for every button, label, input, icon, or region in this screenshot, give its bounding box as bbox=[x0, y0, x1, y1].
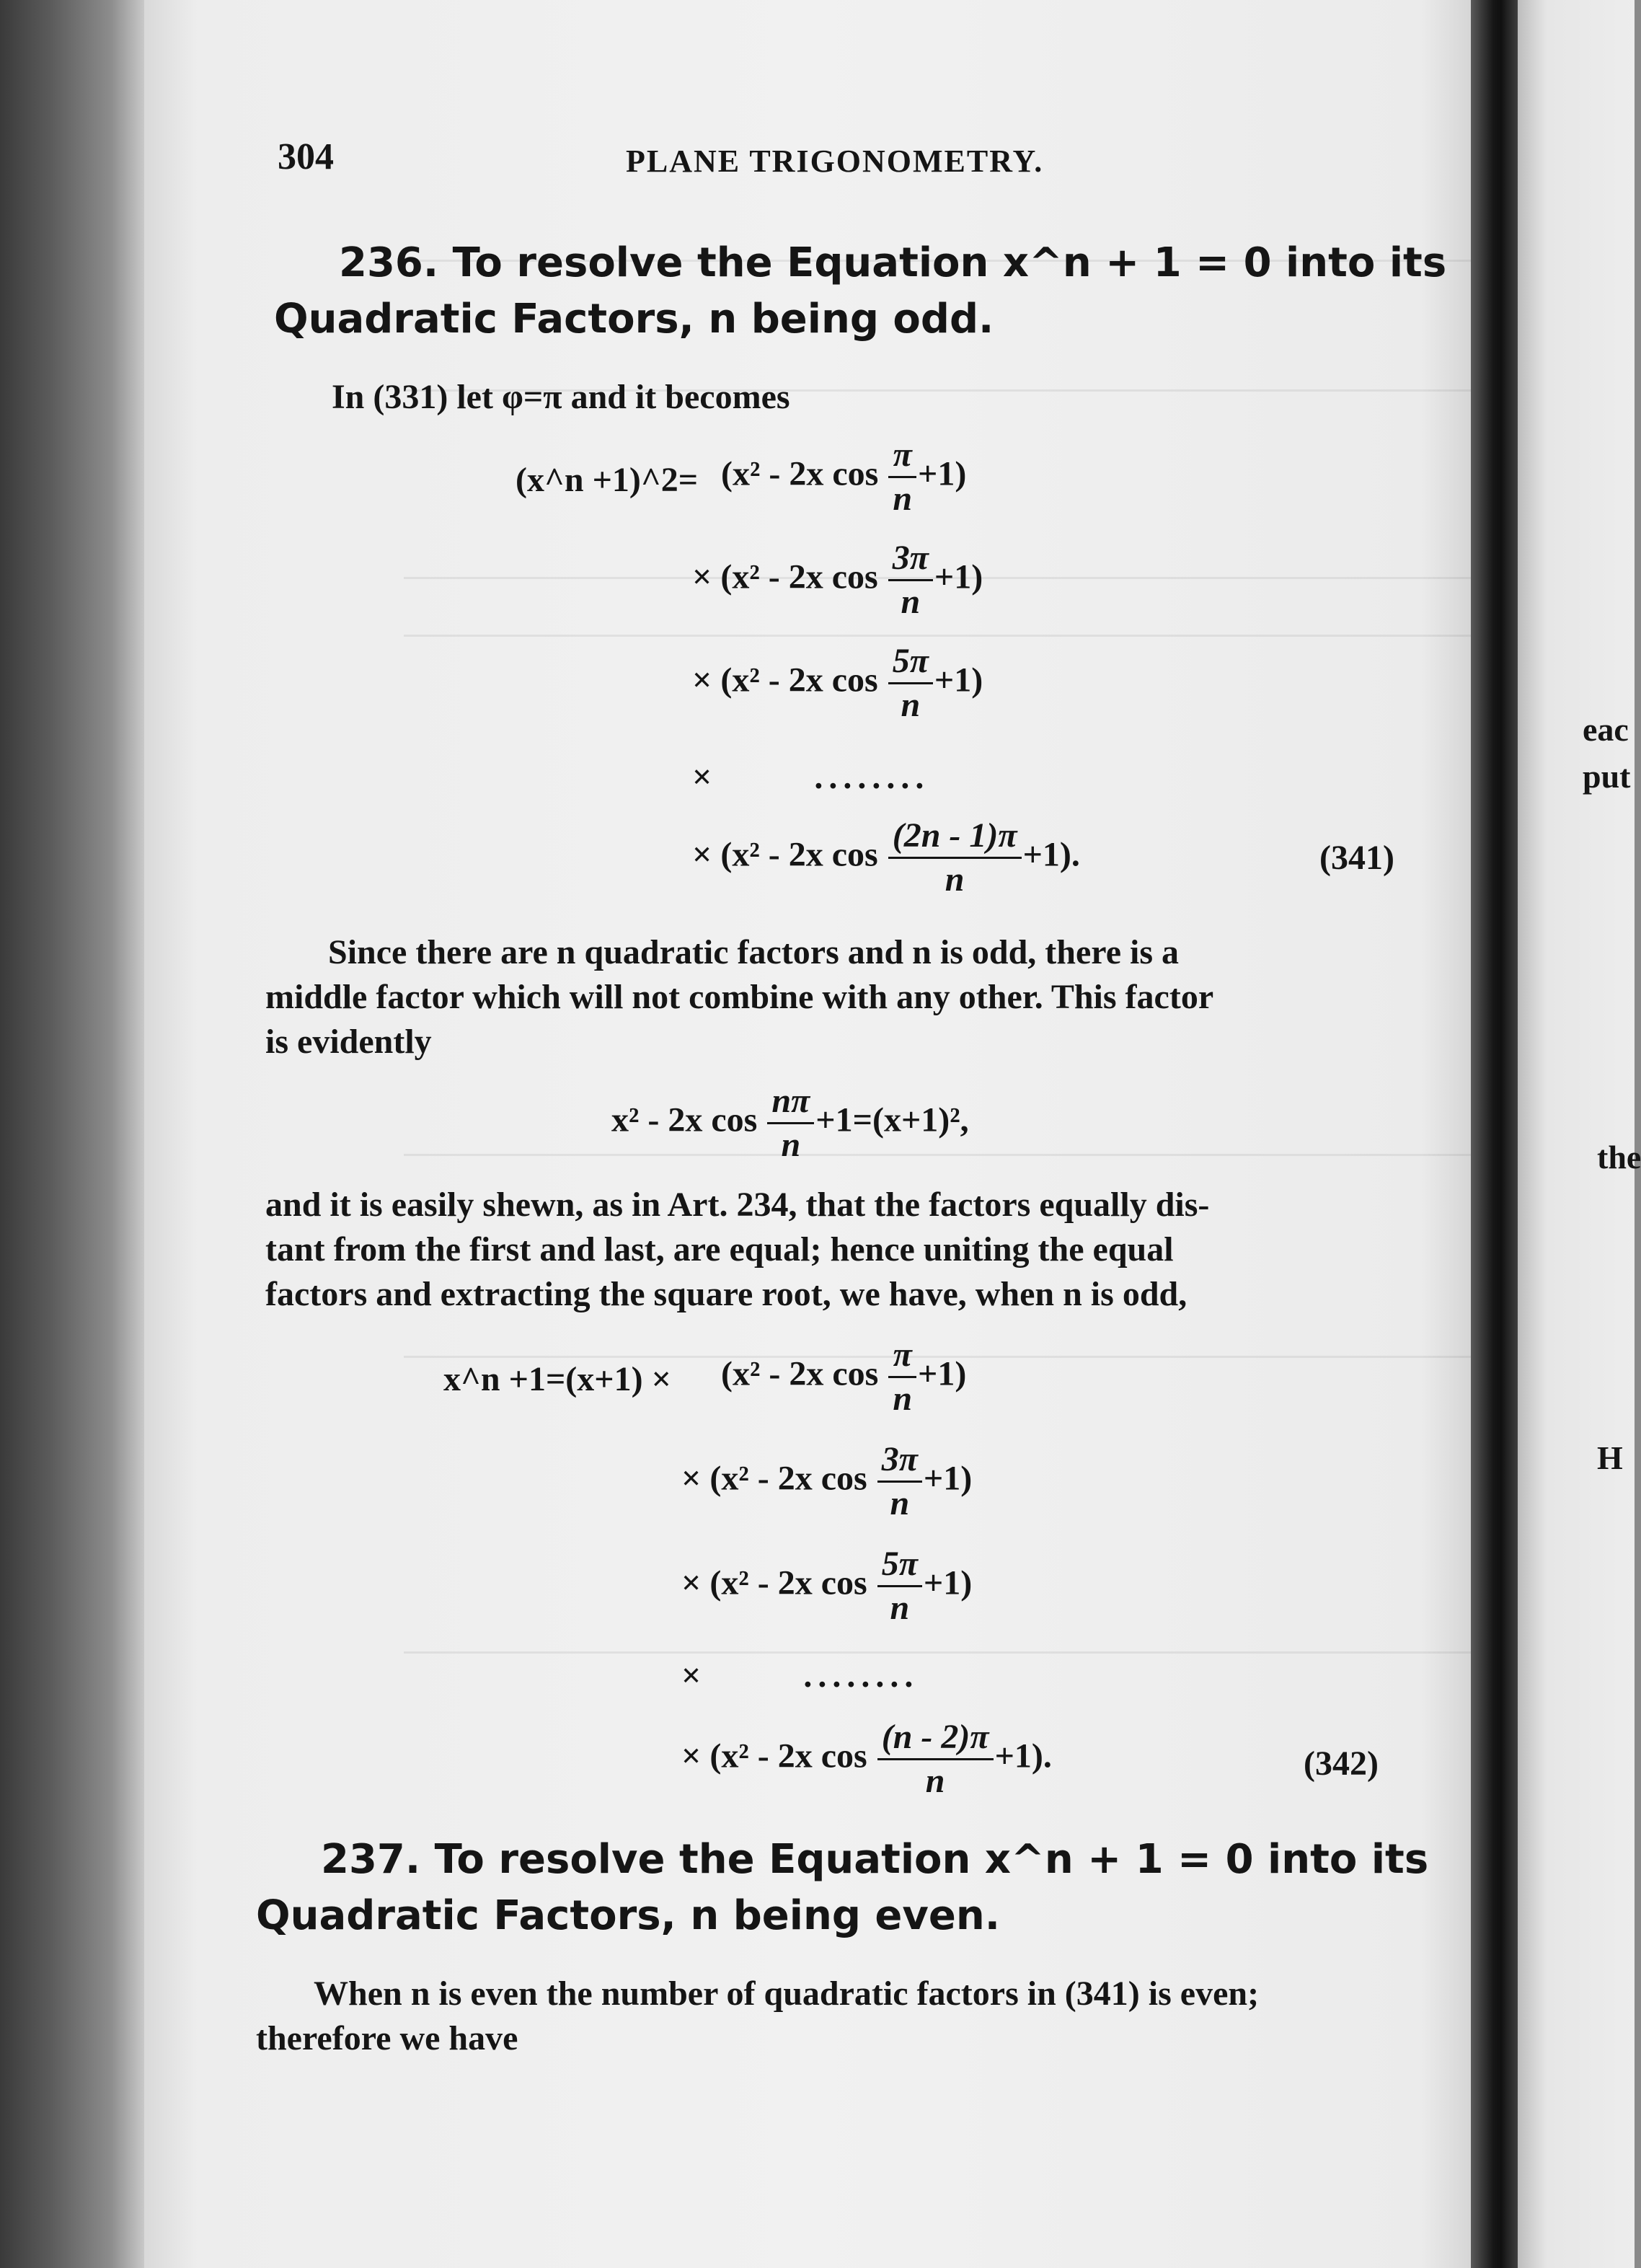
middle-factor-row bbox=[611, 1080, 969, 1166]
equation-row bbox=[721, 434, 966, 520]
ellipsis: ........ bbox=[814, 758, 930, 796]
times-sign: × bbox=[692, 758, 721, 796]
fraction-denominator: n bbox=[888, 579, 933, 623]
section-237-heading-line1: 237. To resolve the Equation x^n + 1 = 0 into its bbox=[321, 1836, 1429, 1883]
equation-row bbox=[681, 1716, 1052, 1802]
times-sign: × bbox=[681, 1563, 710, 1602]
factor-text: (x² - 2x cos bbox=[709, 1737, 876, 1775]
paragraph-line: and it is easily shewn, as in Art. 234, that the factors equally dis- bbox=[265, 1186, 1210, 1224]
fraction bbox=[877, 1716, 994, 1802]
fraction-denominator: n bbox=[767, 1122, 814, 1166]
section-236-heading-line2: Quadratic Factors, n being odd. bbox=[274, 296, 994, 343]
fraction-denominator: n bbox=[877, 1481, 922, 1524]
equation-row bbox=[721, 1334, 966, 1420]
factor-tail: +1) bbox=[934, 557, 983, 596]
equation-row bbox=[681, 1656, 919, 1695]
fraction-numerator: (2n - 1)π bbox=[892, 816, 1017, 855]
bleed-line bbox=[404, 1651, 1529, 1654]
factor-tail: +1) bbox=[918, 454, 967, 493]
fraction-denominator: n bbox=[888, 857, 1022, 901]
section-236-heading-line1: 236. To resolve the Equation x^n + 1 = 0 into its bbox=[339, 239, 1447, 286]
fraction-numerator: 5π bbox=[892, 642, 929, 680]
times-sign: × bbox=[681, 1459, 710, 1498]
fraction bbox=[877, 1543, 922, 1629]
fraction bbox=[888, 1334, 916, 1420]
paragraph-line: tant from the first and last, are equal; hence uniting the equal bbox=[265, 1230, 1174, 1268]
times-sign: × bbox=[692, 661, 721, 700]
paragraph-line: When n is even the number of quadratic factors in (341) is even; bbox=[314, 1974, 1260, 2013]
equation-row bbox=[692, 537, 983, 623]
fraction bbox=[877, 1439, 922, 1524]
times-sign: × bbox=[692, 557, 721, 596]
factor-tail: +1) bbox=[923, 1563, 973, 1602]
fraction-denominator: n bbox=[888, 682, 933, 726]
equation-row bbox=[692, 815, 1080, 901]
fraction-numerator: π bbox=[893, 436, 912, 474]
paragraph-line: Since there are n quadratic factors and n is odd, there is a bbox=[328, 933, 1180, 971]
page-gutter bbox=[1471, 0, 1521, 2268]
fraction-denominator: n bbox=[877, 1585, 922, 1629]
times-sign: × bbox=[681, 1656, 710, 1695]
fraction-denominator: n bbox=[877, 1758, 994, 1802]
fraction bbox=[888, 815, 1022, 901]
equation-row bbox=[692, 757, 929, 797]
fraction-denominator: n bbox=[888, 1376, 916, 1420]
paragraph-line: is evidently bbox=[265, 1023, 432, 1061]
equation-number: (342) bbox=[1304, 1744, 1379, 1783]
equation-lhs: x^n +1=(x+1) × bbox=[443, 1360, 671, 1398]
running-title: PLANE TRIGONOMETRY. bbox=[626, 144, 1044, 179]
ellipsis: ........ bbox=[803, 1656, 919, 1695]
paragraph-line: middle factor which will not combine with any other. This factor bbox=[265, 978, 1214, 1016]
factor-text: (x² - 2x cos bbox=[721, 1354, 888, 1393]
factor-text: (x² - 2x cos bbox=[709, 1563, 876, 1602]
book-binding bbox=[0, 0, 148, 2268]
fraction-numerator: 3π bbox=[881, 1440, 918, 1478]
fraction-numerator: π bbox=[893, 1336, 912, 1374]
factor-text: (x² - 2x cos bbox=[709, 1459, 876, 1498]
fraction-numerator: nπ bbox=[771, 1082, 810, 1120]
factor-tail: +1). bbox=[1022, 835, 1080, 874]
paragraph-line: therefore we have bbox=[256, 2019, 518, 2057]
factor-text: x² - 2x cos bbox=[611, 1100, 766, 1139]
equation-row bbox=[681, 1543, 972, 1629]
facing-fragment: the bbox=[1597, 1139, 1641, 1175]
facing-page bbox=[1518, 0, 1641, 2268]
factor-text: (x² - 2x cos bbox=[720, 835, 887, 874]
factor-tail: +1) bbox=[918, 1354, 967, 1393]
section-237-heading-line2: Quadratic Factors, n being even. bbox=[256, 1892, 1001, 1939]
paragraph-line: factors and extracting the square root, we have, when n is odd, bbox=[265, 1275, 1187, 1313]
factor-tail: +1=(x+1)², bbox=[815, 1100, 969, 1139]
equation-row bbox=[692, 640, 983, 726]
fraction-denominator: n bbox=[888, 476, 916, 520]
facing-fragment: eac bbox=[1583, 711, 1629, 748]
fraction bbox=[888, 434, 916, 520]
section-236-intro: In (331) let φ=π and it becomes bbox=[332, 378, 790, 416]
bleed-line bbox=[404, 635, 1529, 637]
fraction-numerator: (n - 2)π bbox=[881, 1718, 989, 1756]
facing-fragment: put bbox=[1583, 758, 1631, 795]
equation-number: (341) bbox=[1319, 839, 1394, 877]
factor-text: (x² - 2x cos bbox=[720, 557, 887, 596]
factor-text: (x² - 2x cos bbox=[720, 661, 887, 700]
equation-lhs: (x^n +1)^2= bbox=[516, 461, 699, 499]
fraction-numerator: 3π bbox=[892, 539, 929, 577]
fraction bbox=[888, 640, 933, 726]
fraction bbox=[888, 537, 933, 623]
fraction-numerator: 5π bbox=[881, 1545, 918, 1583]
factor-text: (x² - 2x cos bbox=[721, 454, 888, 493]
equation-row bbox=[681, 1439, 972, 1524]
facing-fragment: H bbox=[1597, 1439, 1623, 1476]
times-sign: × bbox=[681, 1737, 710, 1775]
times-sign: × bbox=[692, 835, 721, 874]
fraction bbox=[767, 1080, 814, 1166]
page-number: 304 bbox=[278, 136, 334, 177]
factor-tail: +1) bbox=[934, 661, 983, 700]
factor-tail: +1). bbox=[994, 1737, 1052, 1775]
factor-tail: +1) bbox=[923, 1459, 973, 1498]
